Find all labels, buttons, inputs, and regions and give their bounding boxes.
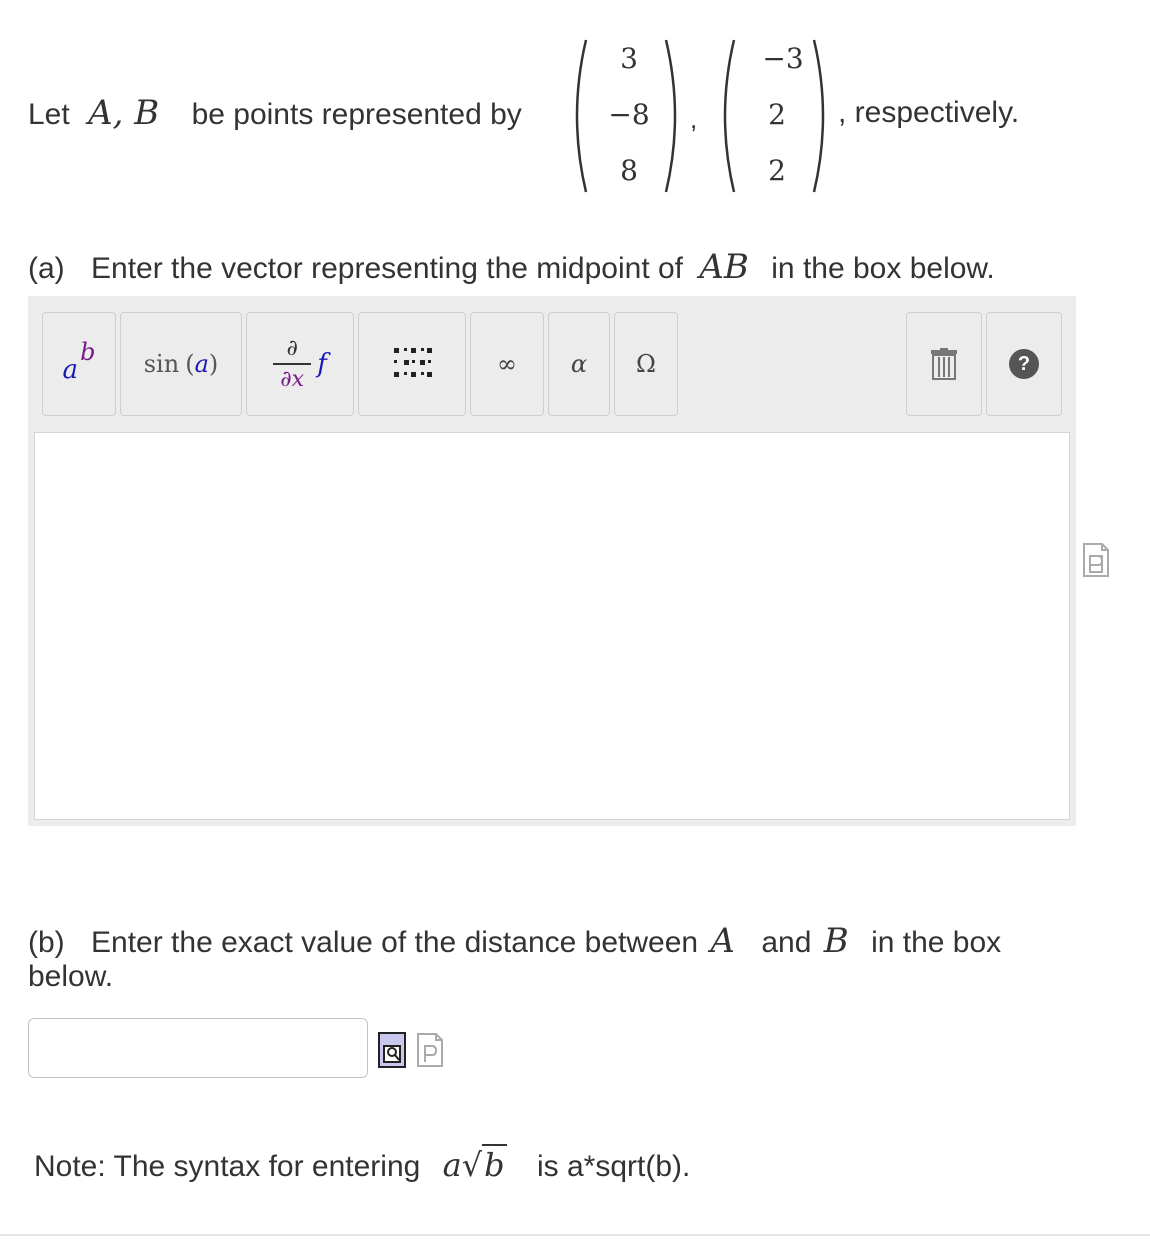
vector-b: [712, 36, 842, 196]
equation-preview-icon[interactable]: [378, 1032, 406, 1068]
points-label: A, B: [88, 93, 160, 133]
vector-a-y: −8: [608, 98, 650, 131]
syntax-note: [34, 1146, 690, 1186]
part-a-question: [28, 248, 995, 288]
matrix-button[interactable]: [358, 312, 466, 416]
distance-input[interactable]: [28, 1018, 368, 1078]
greek-symbol: α: [570, 350, 588, 378]
vector-separator: ,: [690, 104, 698, 134]
matrix-icon: [392, 346, 432, 382]
deriv-fraction-bar: [273, 363, 311, 365]
note-suffix: is a*sqrt(b).: [536, 1150, 691, 1183]
superscript-button[interactable]: [42, 312, 116, 416]
note-expr-b: b: [484, 1146, 505, 1184]
part-b-text-after: in the box below.: [28, 926, 1002, 993]
sqrt-symbol: √: [461, 1146, 483, 1184]
function-arg: a: [194, 350, 209, 378]
help-icon: ?: [1009, 349, 1039, 379]
deriv-f: f: [317, 349, 327, 379]
part-a-segment: AB: [699, 247, 749, 287]
deriv-bottom: ∂x: [280, 367, 305, 392]
preview-icon-b[interactable]: [416, 1032, 444, 1068]
omega-button[interactable]: [614, 312, 678, 416]
respectively-text: , respectively.: [838, 96, 1020, 129]
part-b-text: Enter the exact value of the distance between: [91, 926, 699, 959]
function-close-paren: ): [208, 350, 219, 378]
part-b-point-b: B: [823, 921, 849, 961]
infinity-button[interactable]: [470, 312, 544, 416]
derivative-button[interactable]: [246, 312, 354, 416]
derivative-fraction: [273, 336, 311, 392]
preview-icon-a[interactable]: [1082, 542, 1110, 578]
part-b-question: [28, 921, 1088, 994]
intro-line: [28, 94, 522, 134]
superscript-base: a: [62, 355, 79, 385]
trash-icon: [930, 348, 958, 380]
vector-b-z: 2: [768, 154, 786, 187]
vector-a: [564, 36, 694, 196]
math-input-area[interactable]: [34, 432, 1070, 820]
function-open-paren: (: [185, 350, 195, 378]
deriv-top: ∂: [286, 336, 298, 361]
part-b-label: (b): [28, 926, 65, 959]
part-b-and: and: [761, 926, 812, 959]
part-a-text: Enter the vector representing the midpoint of: [91, 252, 684, 285]
bottom-divider: [0, 1234, 1150, 1236]
greek-button[interactable]: [548, 312, 610, 416]
help-button[interactable]: [986, 312, 1062, 416]
part-a-label: (a): [28, 252, 65, 285]
intro-represented-by: be points represented by: [191, 98, 522, 131]
note-expr-a: a: [442, 1146, 462, 1184]
part-a-text-after: in the box below.: [771, 252, 995, 285]
vector-a-z: 8: [620, 154, 638, 187]
infinity-symbol: ∞: [497, 350, 517, 378]
note-prefix: Note: The syntax for entering: [34, 1150, 421, 1183]
part-b-point-a: A: [710, 921, 735, 961]
vector-b-x: −3: [762, 42, 804, 75]
vector-b-y: 2: [768, 98, 786, 131]
math-editor: [28, 296, 1076, 826]
function-button[interactable]: [120, 312, 242, 416]
trash-button[interactable]: [906, 312, 982, 416]
superscript-exp: b: [80, 338, 96, 366]
intro-let: Let: [28, 98, 70, 131]
omega-symbol: Ω: [636, 350, 656, 378]
vector-a-x: 3: [620, 42, 638, 75]
function-prefix: sin: [143, 350, 180, 378]
